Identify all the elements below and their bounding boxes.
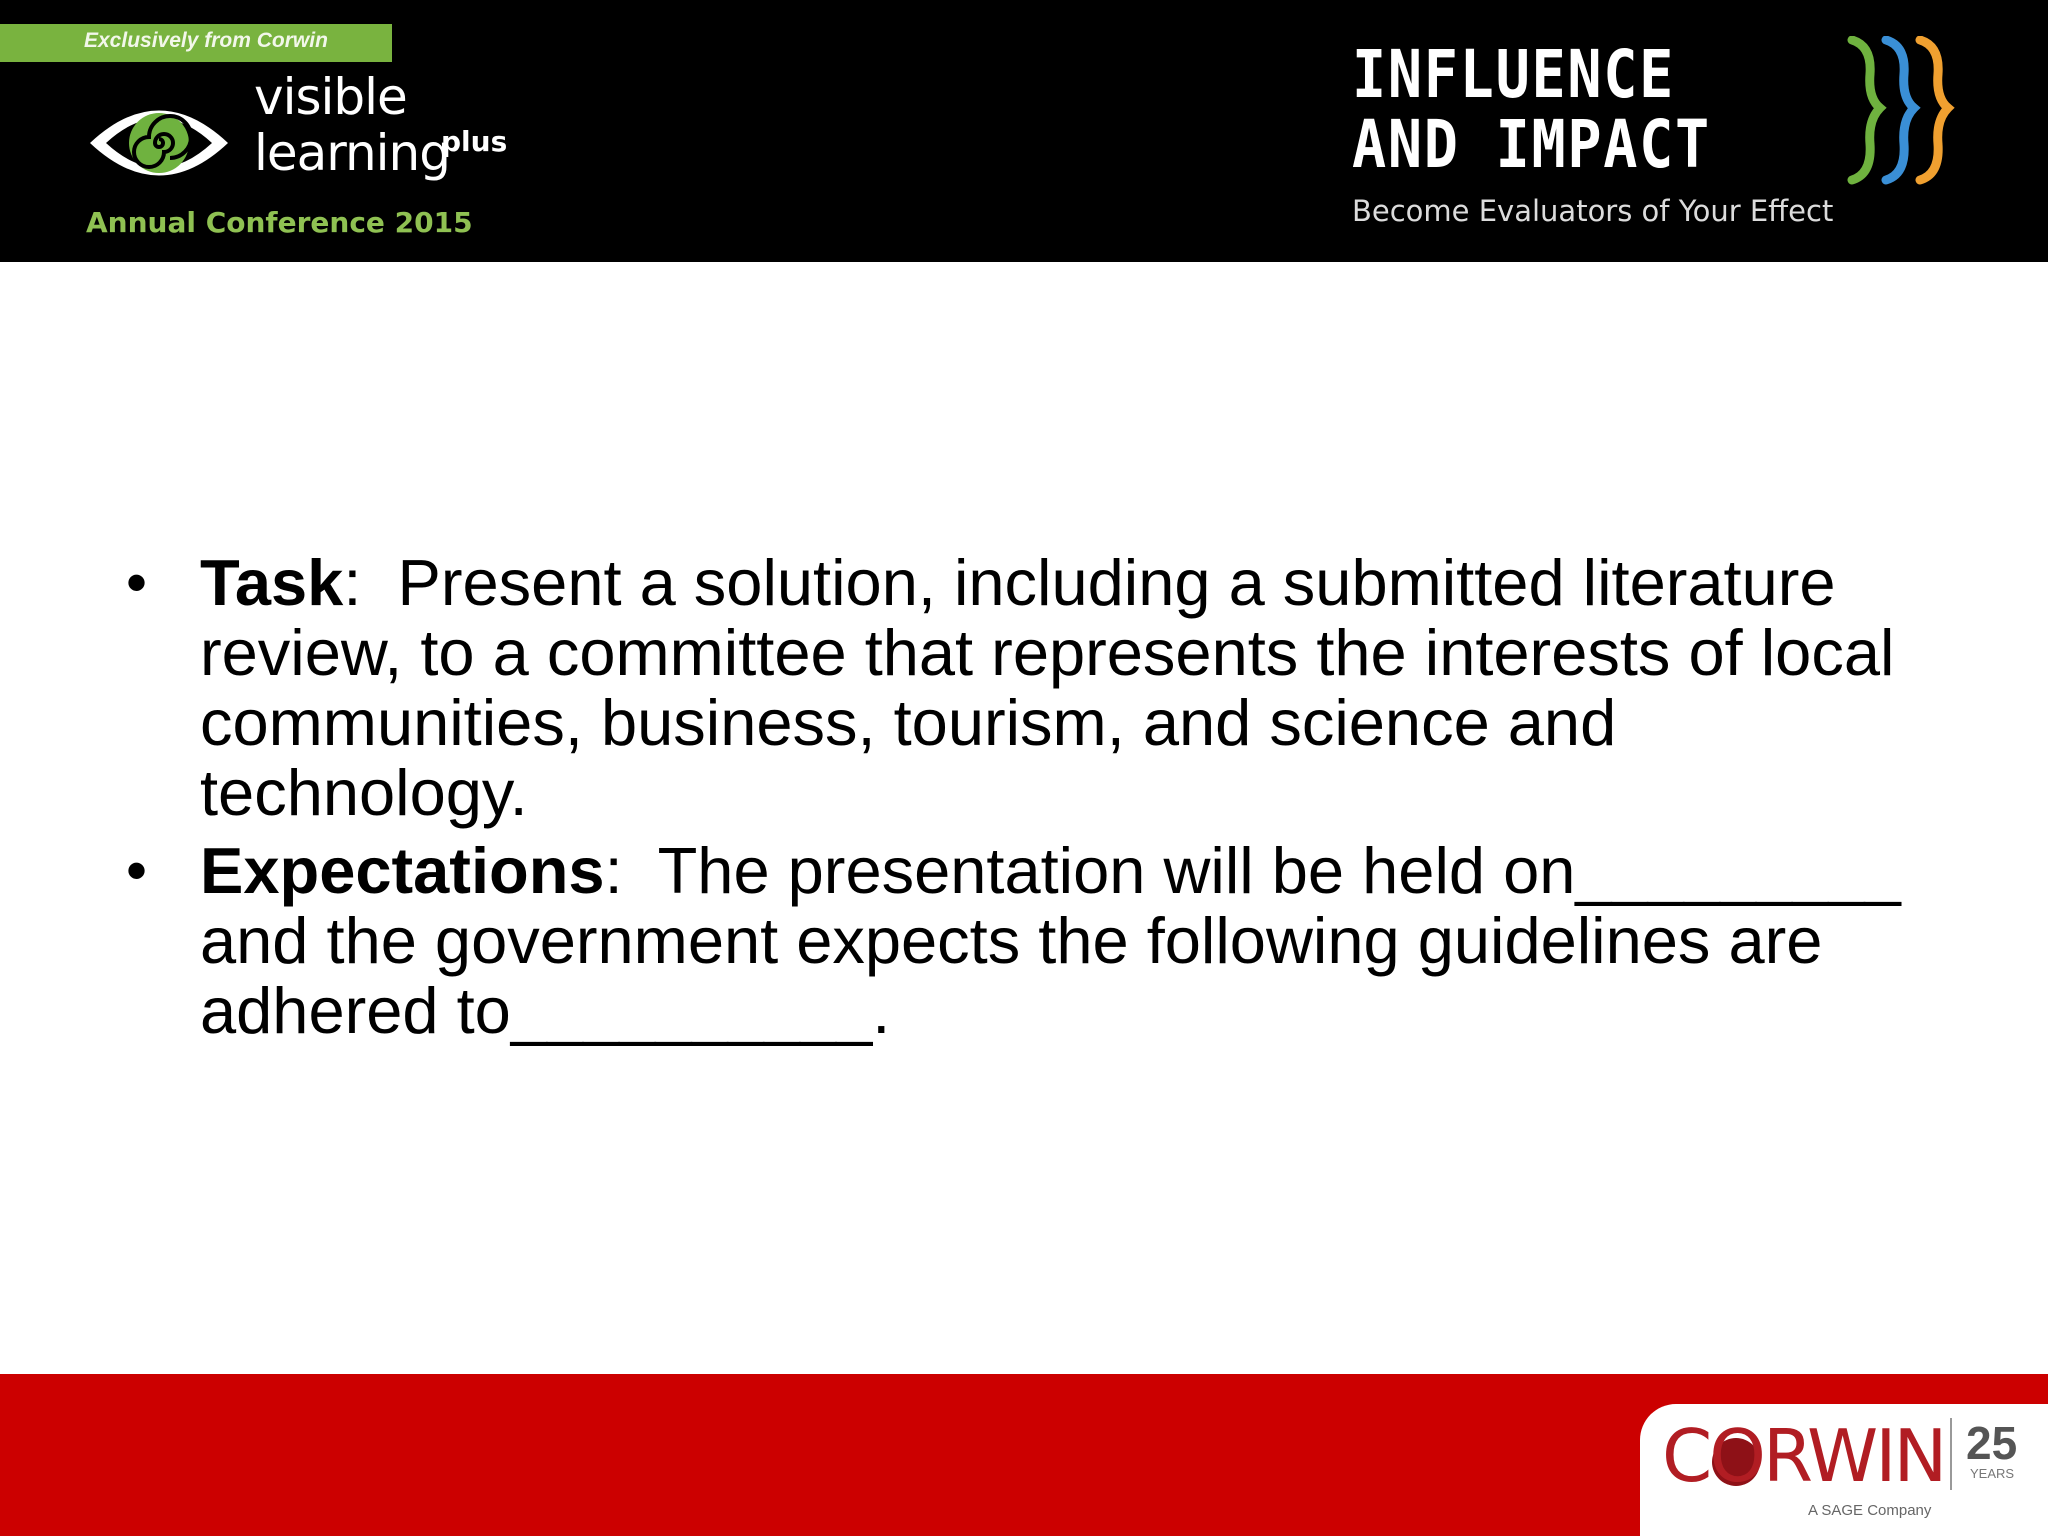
brand-name-line1: visible (254, 68, 407, 126)
corwin-wordmark: CORWIN (1662, 1414, 1945, 1498)
bullet-label: Expectations (200, 834, 605, 907)
brand-name-line2: learning (254, 124, 450, 182)
bracket-graphic-icon (1846, 36, 1956, 186)
bullet-expectations (118, 836, 1958, 1046)
eye-logo-icon (84, 88, 234, 198)
conference-label: Annual Conference 2015 (86, 206, 473, 239)
impact-title-line2: AND IMPACT (1352, 106, 1711, 183)
bullet-separator: : (604, 834, 623, 907)
bullet-separator: : (343, 546, 362, 619)
bullet-marker: • (126, 549, 148, 616)
header-band (0, 0, 2048, 262)
tagline-banner (0, 24, 392, 62)
anniversary-label: YEARS (1970, 1466, 2015, 1481)
bullet-label: Task (200, 546, 344, 619)
brand-superscript: plus (441, 125, 508, 158)
bullet-text: Present a solution, including a submitted literature review, to a committee that represents the interests of local communities, business, tourism, and science and technology. (200, 546, 1913, 829)
logo-divider (1950, 1418, 1952, 1490)
bullet-task (118, 548, 1958, 828)
anniversary-number: 25 (1966, 1417, 2018, 1469)
bullet-marker: • (126, 837, 148, 904)
corwin-subline: A SAGE Company (1808, 1502, 1932, 1519)
impact-title-line1: INFLUENCE (1352, 36, 1676, 113)
bullet-list (118, 548, 1958, 1046)
tagline-text: Exclusively from Corwin (84, 29, 328, 52)
bullet-text: The presentation will be held on_________ and the government expects the following guidelines are adhered to__________. (200, 834, 1919, 1047)
impact-subtitle: Become Evaluators of Your Effect (1352, 194, 1834, 228)
